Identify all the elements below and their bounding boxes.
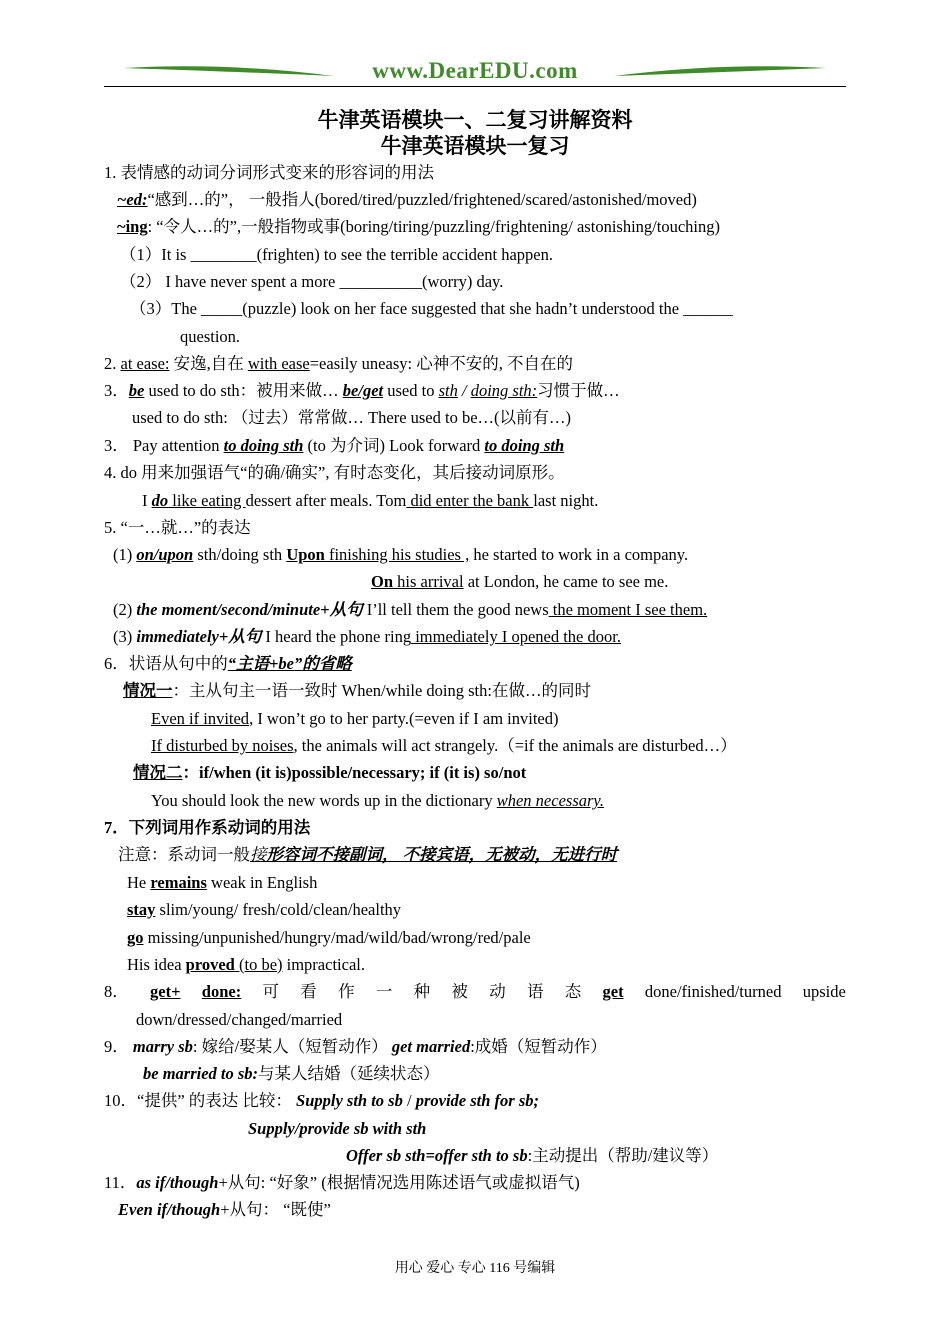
s5-r2-rest: at London, he came to see me. <box>463 572 669 591</box>
s3-text3: 习惯于做… <box>537 381 620 400</box>
s4-like-eating: like eating <box>168 491 246 510</box>
s3b-line <box>104 436 564 456</box>
s4-do: do <box>151 491 169 510</box>
s5-row4 <box>113 627 621 647</box>
at-ease: at ease: <box>120 354 170 373</box>
case1-label: 情况一 <box>123 681 173 700</box>
s3-num: 3． <box>104 381 129 400</box>
s5-finishing: finishing his studies , <box>324 545 470 564</box>
s9-text3: 与某人结婚（延续状态） <box>258 1064 440 1083</box>
s6-ex1-key: Even if invited <box>151 709 250 728</box>
with-ease: with ease <box>247 354 310 373</box>
s2-line <box>104 354 573 374</box>
s3-sth: sth <box>438 381 458 400</box>
s10-offer: Offer sb sth=offer sth to sb <box>346 1146 528 1165</box>
s4-did-enter: did enter the bank <box>406 491 534 510</box>
s6-ex3-key: when necessary. <box>496 791 604 810</box>
s6-ex1-text: , I won’t go to her party.(=even if I am invited) <box>249 709 559 728</box>
s2-text2: =easily uneasy: 心神不安的, 不自在的 <box>309 354 573 373</box>
s1-ing-line <box>117 217 720 237</box>
s3-line2: used to do sth: （过去）常常做… There used to be…(以前有…) <box>132 408 572 427</box>
s5-r4-clause: immediately I opened the door. <box>411 627 621 646</box>
s1-q2: （2） I have never spent a more __________(worry) day. <box>120 272 504 291</box>
s7-l4 <box>127 955 365 975</box>
s9-be-married: be married to sb: <box>143 1064 259 1083</box>
s6-head-key: “主语+be”的省略 <box>227 654 352 673</box>
s6-ex3 <box>151 791 604 811</box>
s8-num: 8． <box>104 982 129 1001</box>
s7-l4a: His idea <box>127 955 186 974</box>
s10-line3 <box>346 1146 718 1166</box>
s10-text1: 10．“提供” 的表达 比较： <box>104 1091 297 1110</box>
s8-char: 语 <box>526 982 544 1001</box>
s3-text1: used to do sth：被用来做… <box>144 381 343 400</box>
s9-line1 <box>104 1037 607 1057</box>
s8-char: 作 <box>338 982 355 1001</box>
s8-char: 可 <box>262 982 279 1001</box>
s6-case2 <box>133 763 526 783</box>
s7-l1c: weak in English <box>206 873 318 892</box>
s8-line2: down/dressed/changed/married <box>136 1010 343 1029</box>
s8-upside: upside <box>802 982 846 1001</box>
s5-row2 <box>371 572 668 592</box>
s6-head-text: 6．状语从句中的 <box>104 654 228 673</box>
s1-q1: （1）It is ________(frighten) to see the terrible accident happen. <box>120 245 553 264</box>
s8-char: 种 <box>413 982 431 1001</box>
s8-char: 动 <box>489 982 506 1001</box>
s8-get: get+ <box>150 982 181 1001</box>
s11-asif: as if/though <box>136 1173 219 1192</box>
s2-num: 2. <box>104 354 121 373</box>
s3b-text1: 3． Pay attention <box>104 436 224 455</box>
s4-text2: dessert after meals. Tom <box>245 491 407 510</box>
s4-text3: last night. <box>533 491 599 510</box>
s8-forms: done/finished/turned <box>644 982 782 1001</box>
s10-provide: provide sth for sb; <box>415 1091 539 1110</box>
s3-slash: / <box>457 381 471 400</box>
s7-l3b: missing/unpunished/hungry/mad/wild/bad/wrong/red/pale <box>143 928 531 947</box>
s3-doing: doing sth: <box>470 381 538 400</box>
s8-char: 看 <box>300 982 317 1001</box>
case2-text: ：if/when (it is)possible/necessary; if (it is) so/not <box>182 763 527 782</box>
s5-r3-clause: the moment I see them. <box>548 600 708 619</box>
s3b-text2: (to 为介词) Look forward <box>303 436 485 455</box>
s3-line1 <box>104 381 620 401</box>
s7-l2b: slim/young/ fresh/cold/clean/healthy <box>155 900 402 919</box>
s8-char: 态 <box>564 982 582 1001</box>
page-subtitle: 牛津英语模块一复习 <box>380 134 570 158</box>
s5-onupon: on/upon <box>136 545 194 564</box>
case1-text: ：主从句主一语一致时 When/while doing sth:在做…的同时 <box>172 681 591 700</box>
s11-text1: +从句: “好象” (根据情况选用陈述语气或虚拟语气) <box>218 1173 580 1192</box>
s4-example <box>142 491 598 511</box>
s6-ex3-text: You should look the new words up in the dictionary <box>151 791 497 810</box>
s7-go: go <box>127 928 144 947</box>
s5-moment: the moment/second/minute+从句 <box>136 600 363 619</box>
s7-remains: remains <box>150 873 207 892</box>
s8-char: 一 <box>375 982 393 1001</box>
s11-line1 <box>104 1173 580 1193</box>
s5-r4-num: (3) <box>113 627 137 646</box>
s2-text1: 安逸,自在 <box>169 354 248 373</box>
s5-r1-rest: he started to work in a company. <box>469 545 689 564</box>
s11-evenif: Even if/though <box>118 1200 221 1219</box>
s1-ed-line <box>117 190 697 210</box>
s5-r3-num: (2) <box>113 600 137 619</box>
s7-tobe: (to be) <box>234 955 283 974</box>
s7-l3 <box>127 928 531 948</box>
s6-ex2 <box>151 736 737 756</box>
page-title: 牛津英语模块一、二复习讲解资料 <box>317 108 633 132</box>
s7-note-b: 接 <box>250 845 267 864</box>
s5-head: 5. “一…就…”的表达 <box>104 518 251 537</box>
page-footer: 用心 爱心 专心 116 号编辑 <box>394 1261 556 1276</box>
s11-num: 11． <box>104 1173 137 1192</box>
s9-line2 <box>143 1064 440 1084</box>
s1-q3a: （3）The _____(puzzle) look on her face suggested that she hadn’t understood the ______ <box>130 299 733 318</box>
s4-head: 4. do 用来加强语气“的确/确实”, 有时态变化，其后接动词原形。 <box>104 463 565 482</box>
s11-text2: +从句： “既使” <box>220 1200 331 1219</box>
s5-his-arrival: his arrival <box>393 572 464 591</box>
s7-note <box>118 845 617 865</box>
s7-l1 <box>127 873 317 893</box>
s5-r1-num: (1) <box>113 545 137 564</box>
s7-l2 <box>127 900 401 920</box>
s5-immediately: immediately+从句 <box>136 627 262 646</box>
s10-text2: :主动提出（帮助/建议等） <box>527 1146 719 1165</box>
ing-text: : “令人…的”,一般指物或事(boring/tiring/puzzling/frightening/ astonishing/touching) <box>147 217 720 236</box>
s5-r1-text: sth/doing sth <box>193 545 287 564</box>
s5-r3-text: I’ll tell them the good news <box>362 600 549 619</box>
s3-beget: be/get <box>342 381 384 400</box>
s10-line1 <box>104 1091 539 1111</box>
s6-head <box>104 654 352 674</box>
s3b-todoing1: to doing sth <box>223 436 304 455</box>
s6-case1 <box>123 681 591 701</box>
s5-row3 <box>113 600 707 620</box>
s1-q3b: question. <box>180 327 241 346</box>
s6-ex2-text: , the animals will act strangely.（=if the animals are disturbed…） <box>293 736 737 755</box>
ed-key: ~ed: <box>117 190 148 209</box>
s5-on: On <box>371 572 394 591</box>
s8-line1 <box>104 982 846 1002</box>
s9-marry: marry sb <box>132 1037 193 1056</box>
s4-text1: I <box>142 491 152 510</box>
s8-get2: get <box>602 982 624 1001</box>
s9-text2: :成婚（短暂动作） <box>470 1037 607 1056</box>
s7-stay: stay <box>127 900 156 919</box>
header-rule <box>104 86 846 87</box>
s10-slash: / <box>402 1091 416 1110</box>
site-url: www.DearEDU.com <box>372 58 578 83</box>
case2-label: 情况二 <box>133 763 183 782</box>
s9-get-married: get married <box>391 1037 471 1056</box>
ing-key: ~ing <box>117 217 148 236</box>
ed-text: “感到…的”， 一般指人(bored/tired/puzzled/frightened/scared/astonished/moved) <box>147 190 697 209</box>
s7-l1a: He <box>127 873 151 892</box>
s3-text2: used to <box>383 381 439 400</box>
s7-note-c: 形容词不接副词， 不接宾语，无被动，无进行时 <box>266 845 618 864</box>
s6-ex1 <box>151 709 559 729</box>
s9-num: 9． <box>104 1037 133 1056</box>
s11-line2 <box>118 1200 331 1220</box>
s9-text1: : 嫁给/娶某人（短暂动作） <box>192 1037 392 1056</box>
s7-l4d: impractical. <box>282 955 365 974</box>
s8-char: 被 <box>451 982 468 1001</box>
s5-upon: Upon <box>286 545 325 564</box>
s1-head: 1. 表情感的动词分词形式变来的形容词的用法 <box>104 163 434 182</box>
s10-line2: Supply/provide sb with sth <box>248 1119 427 1138</box>
s8-done: done: <box>201 982 242 1001</box>
s7-head: 7．下列词用作系动词的用法 <box>104 818 311 837</box>
s10-supply: Supply sth to sb <box>296 1091 403 1110</box>
s3b-todoing2: to doing sth <box>484 436 565 455</box>
s7-proved: proved <box>185 955 235 974</box>
s7-note-a: 注意：系动词一般 <box>118 845 250 864</box>
s3-be: be <box>128 381 145 400</box>
s6-ex2-key: If disturbed by noises <box>151 736 294 755</box>
s5-r4-text: I heard the phone ring <box>261 627 412 646</box>
s5-row1 <box>113 545 688 565</box>
